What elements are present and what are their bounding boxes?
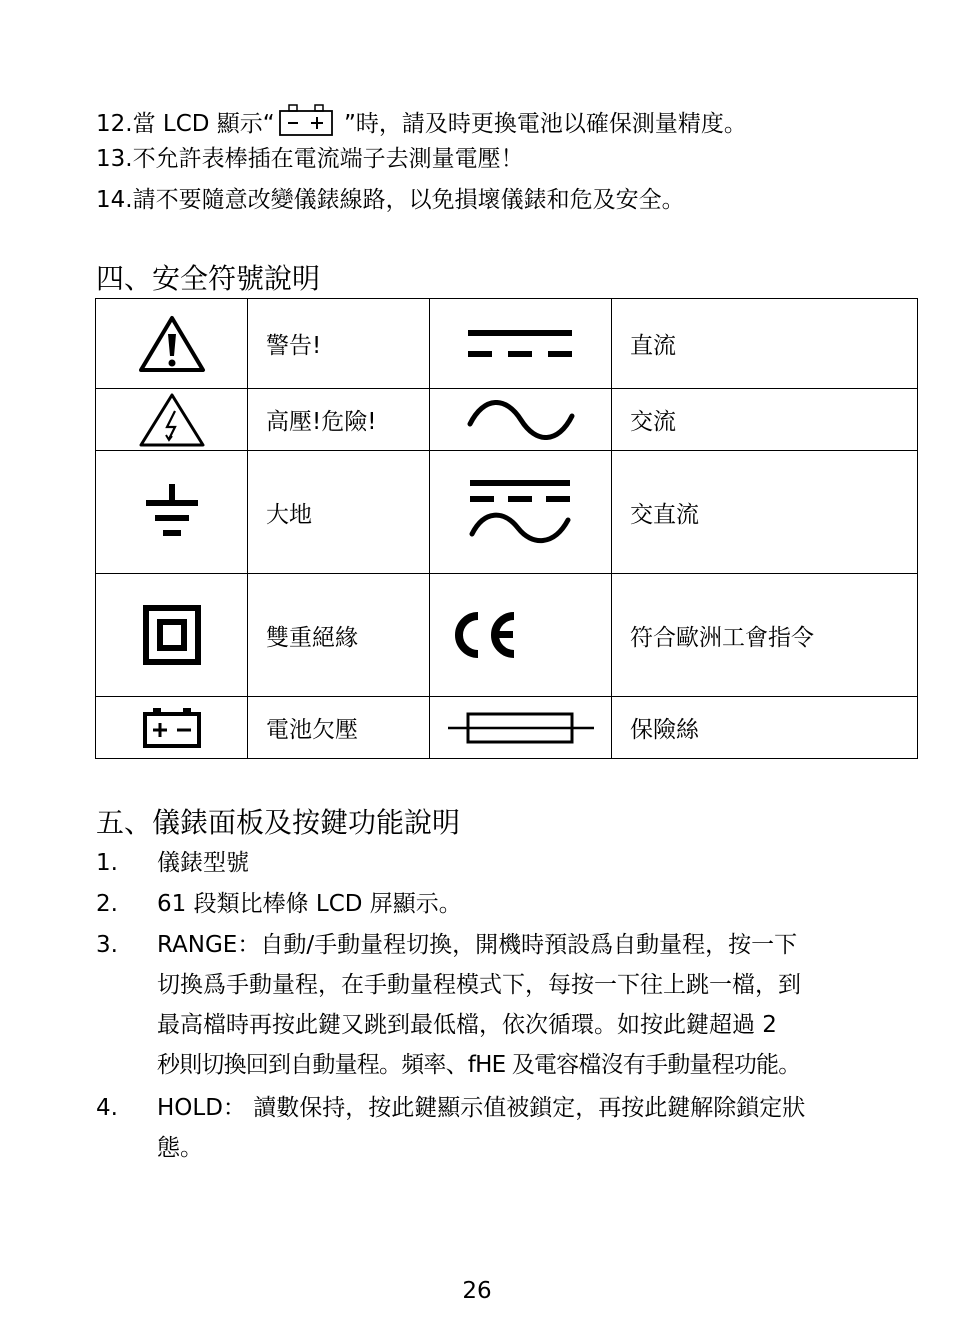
- list-item: [96, 1088, 906, 1170]
- symbol-row: [96, 451, 918, 574]
- list-text-line: HOLD： 讀數保持，按此鍵顯示值被鎖定，再按此鍵解除鎖定狀: [157, 1095, 806, 1121]
- page-number: 26: [462, 1278, 492, 1304]
- list-text: [157, 925, 902, 1085]
- ac-dc-symbol-icon: [430, 451, 612, 574]
- list-text-line: 秒則切換回到自動量程。頻率、fHE 及電容檔沒有手動量程功能。: [157, 1052, 801, 1078]
- list-text-line: RANGE：自動/手動量程切換，開機時預設爲自動量程，按一下: [157, 932, 798, 958]
- symbol-label: 雙重絕緣: [248, 574, 430, 697]
- note-13: 13.不允許表棒插在電流端子去測量電壓！: [96, 146, 524, 172]
- warning-triangle-icon: [96, 299, 248, 389]
- list-number: 3.: [96, 932, 118, 958]
- symbol-row: [96, 389, 918, 451]
- note-12-text-b: ”時，請及時更換電池以確保測量精度。: [336, 111, 747, 137]
- list-number: 1.: [96, 850, 118, 876]
- symbol-row: [96, 299, 918, 389]
- dc-symbol-icon: [430, 299, 612, 389]
- high-voltage-icon: [96, 389, 248, 451]
- list-text-line: 切換爲手動量程，在手動量程模式下，每按一下往上跳一檔，到: [157, 972, 801, 998]
- symbol-label: 交流: [612, 389, 918, 451]
- list-number: 2.: [96, 891, 118, 917]
- symbol-label: 高壓!危險!: [248, 389, 430, 451]
- symbol-label: 直流: [612, 299, 918, 389]
- symbol-label: 警告!: [248, 299, 430, 389]
- section-4-title: 四、安全符號說明: [96, 262, 321, 295]
- list-text: [157, 1088, 902, 1168]
- symbol-label: 交直流: [612, 451, 918, 574]
- note-14: 14.請不要隨意改變儀錶線路，以免損壞儀錶和危及安全。: [96, 187, 685, 213]
- list-text: 61 段類比棒條 LCD 屏顯示。: [157, 891, 462, 917]
- ce-mark-icon: [430, 574, 612, 697]
- ground-icon: [96, 451, 248, 574]
- low-battery-icon: [96, 697, 248, 759]
- list-item: [96, 884, 906, 924]
- symbol-row: [96, 697, 918, 759]
- symbol-label: 電池欠壓: [248, 697, 430, 759]
- symbol-label: 符合歐洲工會指令: [612, 574, 918, 697]
- symbol-row: [96, 574, 918, 697]
- safety-symbols-table: [95, 298, 918, 759]
- list-text-line: 最高檔時再按此鍵又跳到最低檔，依次循環。如按此鍵超過 2: [157, 1012, 777, 1038]
- list-item: [96, 925, 906, 1089]
- symbol-label: 大地: [248, 451, 430, 574]
- list-item: [96, 843, 906, 883]
- ac-symbol-icon: [430, 389, 612, 451]
- list-text-line: 態。: [157, 1135, 203, 1161]
- list-text: 儀錶型號: [157, 850, 249, 876]
- double-insulation-icon: [96, 574, 248, 697]
- fuse-icon: [430, 697, 612, 759]
- symbol-label: 保險絲: [612, 697, 918, 759]
- note-12: [96, 103, 747, 145]
- note-12-text-a: 12.當 LCD 顯示“: [96, 111, 275, 137]
- battery-icon: [277, 103, 335, 145]
- list-number: 4.: [96, 1095, 118, 1121]
- section-5-title: 五、儀錶面板及按鍵功能說明: [96, 806, 461, 839]
